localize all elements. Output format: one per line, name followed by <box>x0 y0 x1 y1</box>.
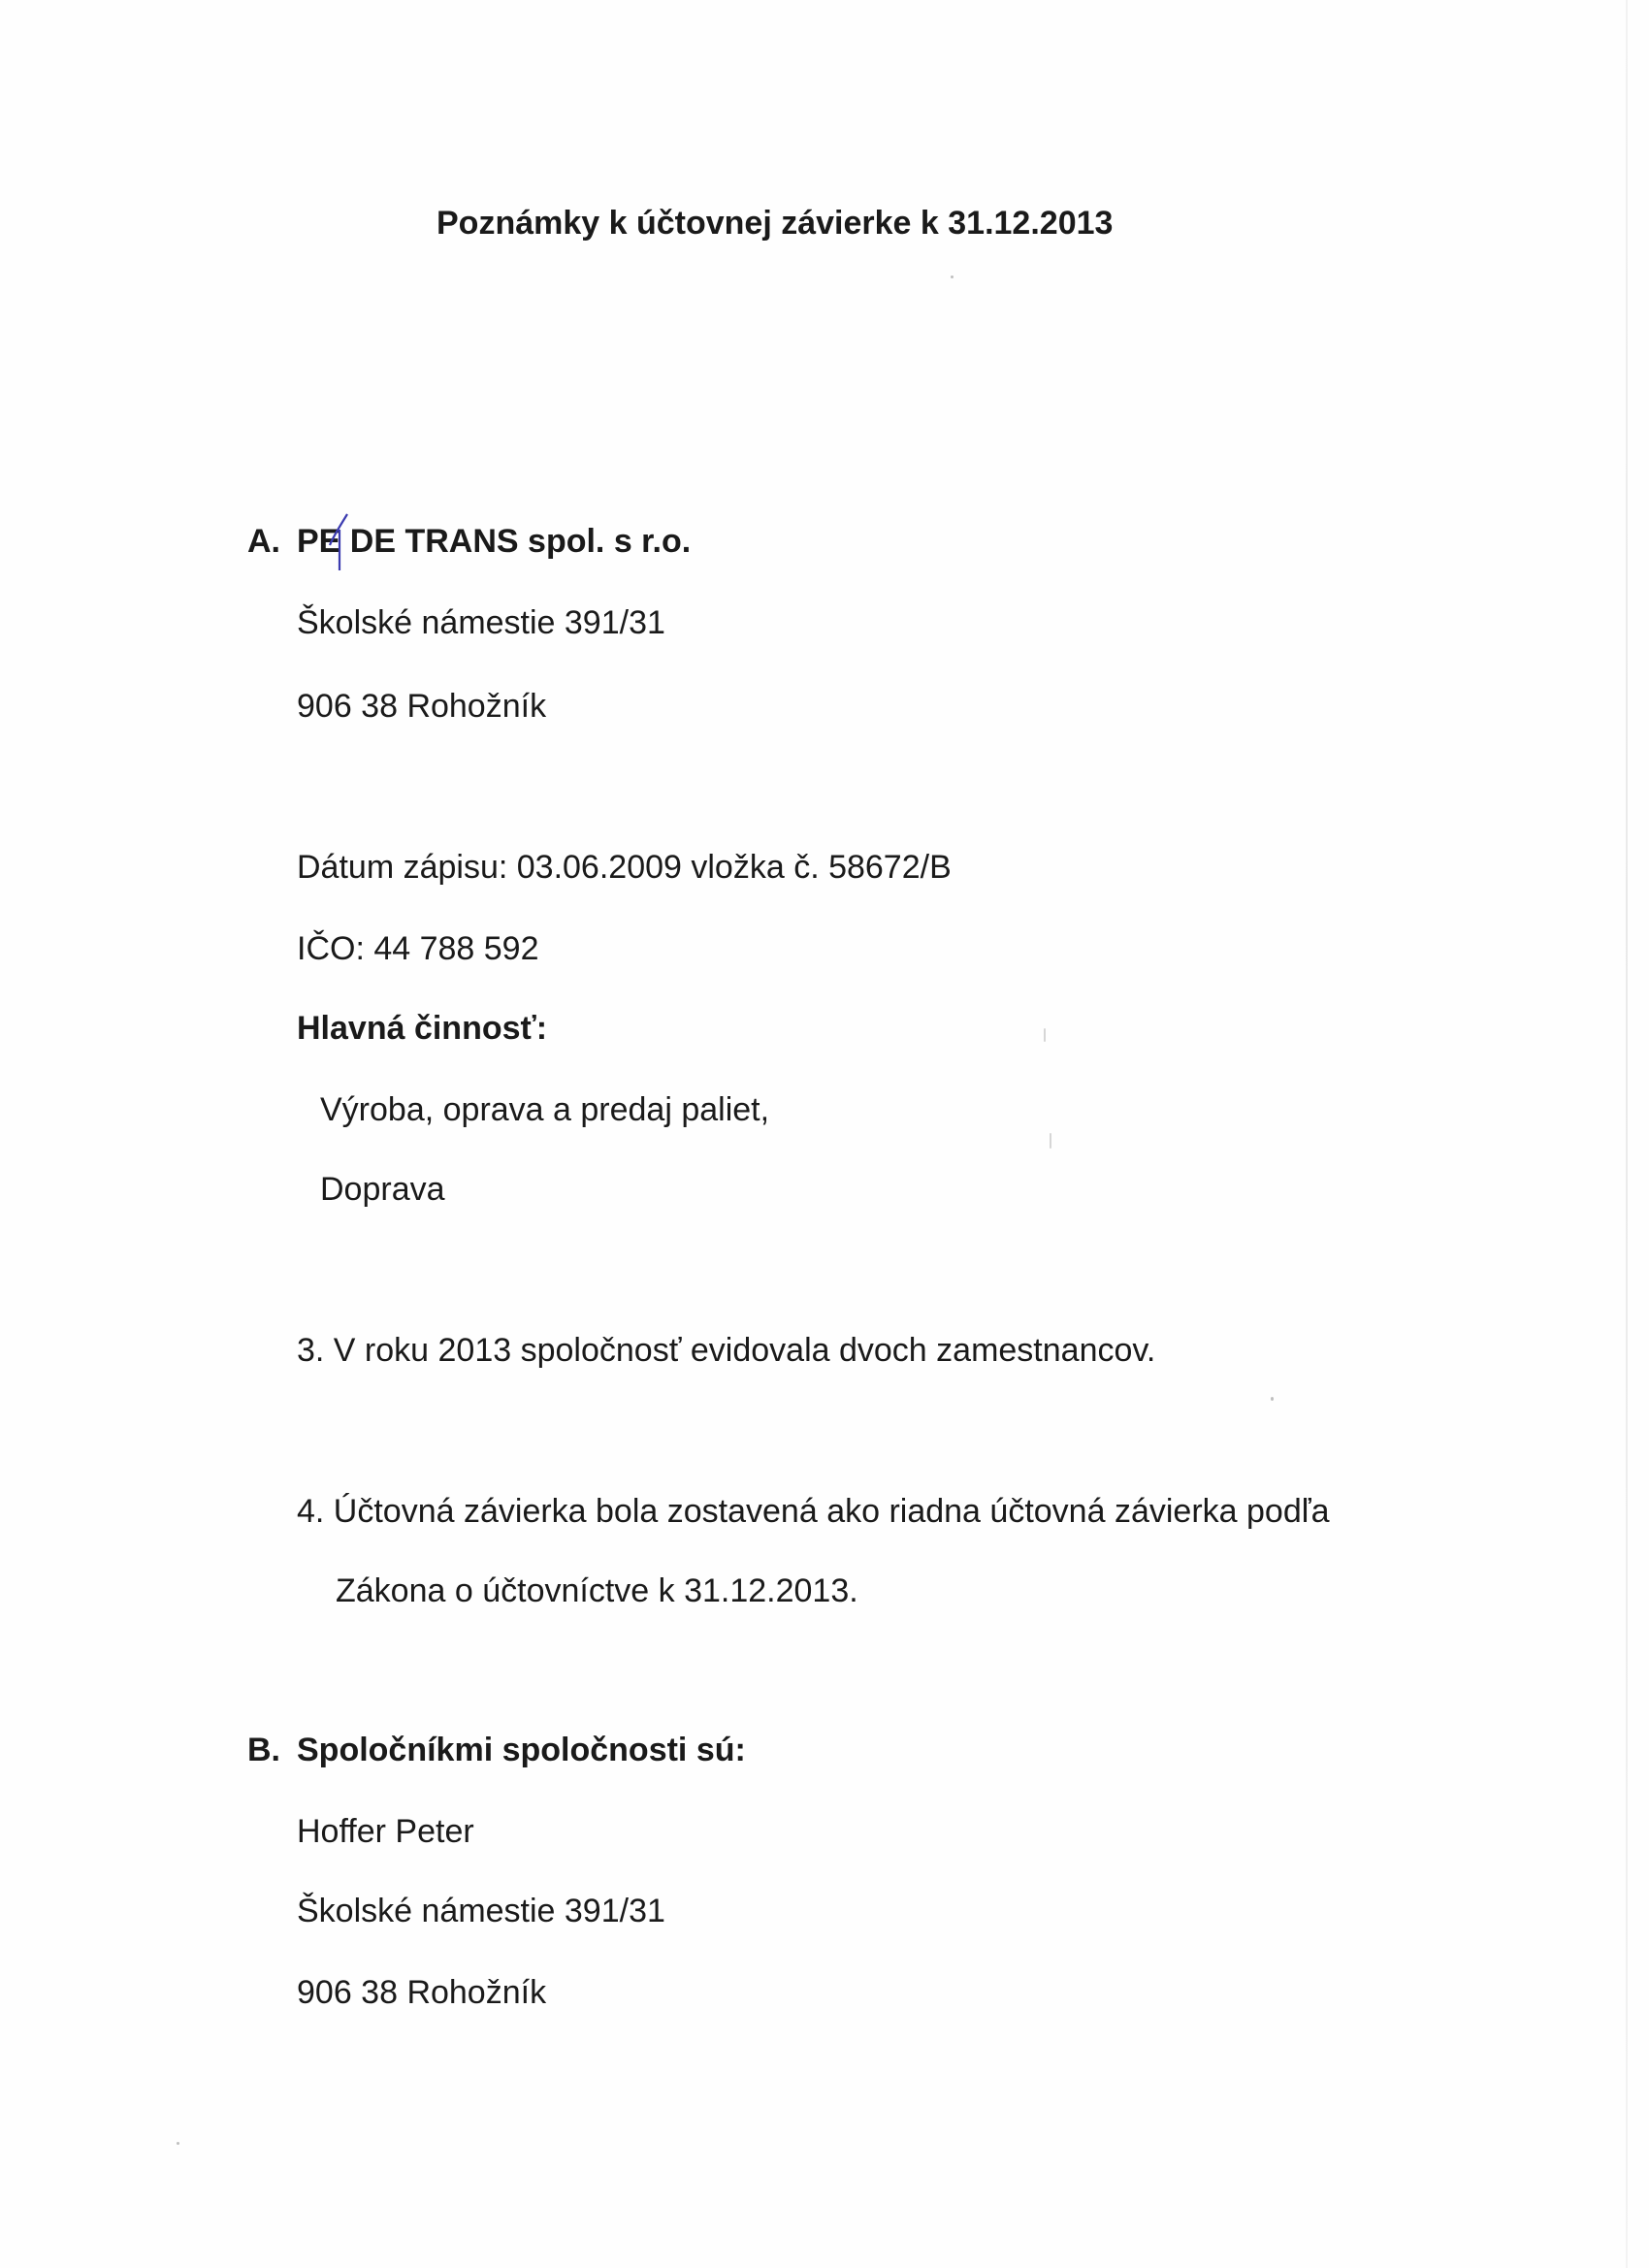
document-title: Poznámky k účtovnej závierke k 31.12.2013 <box>436 205 1114 242</box>
scan-speck <box>1050 1133 1051 1149</box>
section-a-letter: A. <box>247 523 280 560</box>
note-4-line-1: 4. Účtovná závierka bola zostavená ako riadna účtovná závierka podľa <box>297 1493 1330 1530</box>
activity-item: Doprava <box>320 1171 445 1208</box>
pen-correction-mark <box>320 512 359 572</box>
partner-name: Hoffer Peter <box>297 1813 474 1850</box>
scan-edge <box>1626 0 1628 2268</box>
company-address-street: Školské námestie 391/31 <box>297 604 665 641</box>
scan-speck <box>1044 1028 1046 1042</box>
activity-item: Výroba, oprava a predaj paliet, <box>320 1091 770 1128</box>
company-ico: IČO: 44 788 592 <box>297 930 539 967</box>
partner-address-street: Školské námestie 391/31 <box>297 1893 665 1929</box>
scan-speck <box>177 2142 179 2145</box>
scan-speck <box>1271 1397 1274 1401</box>
scan-speck <box>951 275 954 278</box>
note-3: 3. V roku 2013 spoločnosť evidovala dvoch zamestnancov. <box>297 1332 1156 1369</box>
registration-info: Dátum zápisu: 03.06.2009 vložka č. 58672/B <box>297 849 952 886</box>
company-name: PE DE TRANS spol. s r.o. <box>297 523 692 560</box>
main-activity-heading: Hlavná činnosť: <box>297 1010 548 1047</box>
company-address-city: 906 38 Rohožník <box>297 688 547 725</box>
section-b-letter: B. <box>247 1732 280 1768</box>
note-4-line-2: Zákona o účtovníctve k 31.12.2013. <box>336 1572 858 1609</box>
partner-address-city: 906 38 Rohožník <box>297 1974 547 2011</box>
partners-heading: Spoločníkmi spoločnosti sú: <box>297 1732 746 1768</box>
